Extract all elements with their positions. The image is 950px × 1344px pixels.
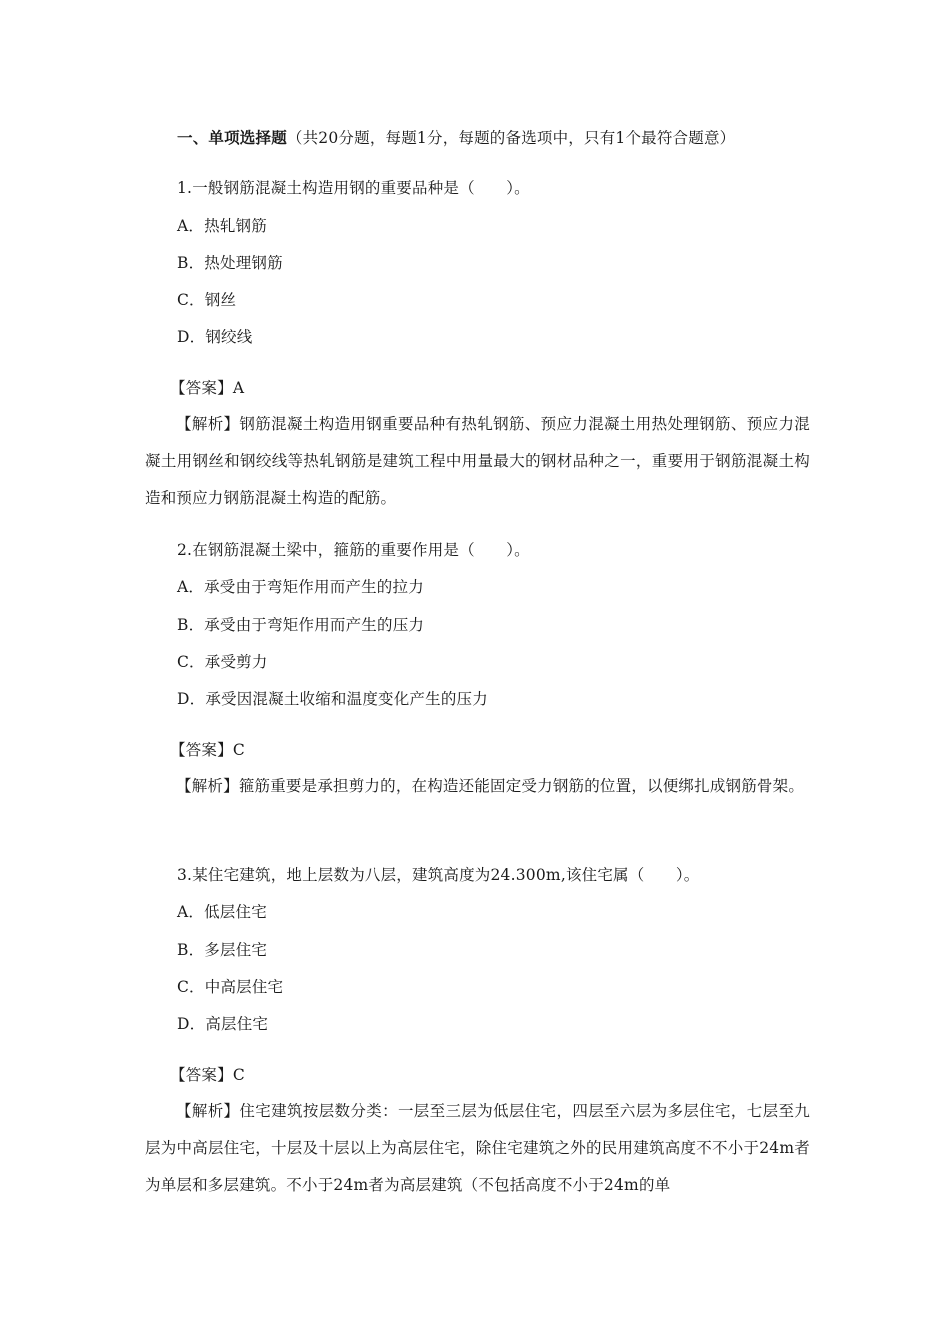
question-1-answer: [170, 378, 244, 398]
question-1-analysis: [145, 406, 810, 517]
question-3-option-d: D．高层住宅: [177, 1015, 269, 1033]
question-3-answer: [170, 1065, 245, 1085]
question-3-option-b: B．多层住宅: [177, 941, 268, 959]
question-3-option-c: C．中高层住宅: [177, 978, 284, 996]
question-1-option-c: C．钢丝: [177, 291, 237, 309]
question-3-option-a: A．低层住宅: [177, 903, 267, 921]
question-2-analysis: [145, 768, 810, 805]
analysis-label: 【解析】: [176, 415, 240, 433]
question-2-option-b: B．承受由于弯矩作用而产生的压力: [177, 616, 425, 634]
analysis-text: 箍筋重要是承担剪力的，在构造还能固定受力钢筋的位置，以便绑扎成钢筋骨架。: [238, 777, 805, 795]
question-3-stem: 3.某住宅建筑，地上层数为八层，建筑高度为24.300m,该住宅属（ ）。: [177, 866, 700, 884]
question-2-answer: [170, 740, 245, 760]
analysis-text: 钢筋混凝土构造用钢重要品种有热轧钢筋、预应力混凝土用热处理钢筋、预应力混凝土用钢丝和钢绞线等热轧钢筋是建筑工程中用量最大的钢材品种之一，重要用于钢筋混凝土构造和预应力钢筋混凝土构造的配筋。: [145, 415, 810, 507]
answer-value: C: [232, 741, 245, 759]
answer-value: C: [232, 1066, 245, 1084]
answer-value: A: [232, 379, 245, 397]
answer-label: 【答案】: [170, 379, 233, 397]
question-1-stem: 1.一般钢筋混凝土构造用钢的重要品种是（ ）。: [177, 179, 530, 197]
question-2-option-c: C．承受剪力: [177, 653, 268, 671]
question-1-option-d: D．钢绞线: [177, 328, 253, 346]
answer-label: 【答案】: [170, 741, 233, 759]
section-note: （共20分题，每题1分，每题的备选项中，只有1个最符合题意）: [286, 129, 736, 147]
section-heading: [177, 128, 735, 148]
analysis-text: 住宅建筑按层数分类：一层至三层为低层住宅，四层至六层为多层住宅，七层至九层为中高层住宅，十层及十层以上为高层住宅，除住宅建筑之外的民用建筑高度不不小于24m者为单层和多层建筑。不小于24m者为高层建筑（不包括高度不小于24m的单: [145, 1102, 810, 1194]
analysis-label: 【解析】: [176, 777, 239, 795]
question-1-option-a: A．热轧钢筋: [177, 217, 267, 235]
analysis-label: 【解析】: [176, 1102, 240, 1120]
question-1-option-b: B．热处理钢筋: [177, 254, 283, 272]
section-title: 一、单项选择题: [177, 128, 287, 147]
question-2-option-a: A．承受由于弯矩作用而产生的拉力: [177, 578, 424, 596]
question-3-analysis: [145, 1093, 810, 1204]
question-2-option-d: D．承受因混凝土收缩和温度变化产生的压力: [177, 690, 488, 708]
answer-label: 【答案】: [170, 1066, 233, 1084]
question-2-stem: 2.在钢筋混凝土梁中，箍筋的重要作用是（ ）。: [177, 541, 530, 559]
